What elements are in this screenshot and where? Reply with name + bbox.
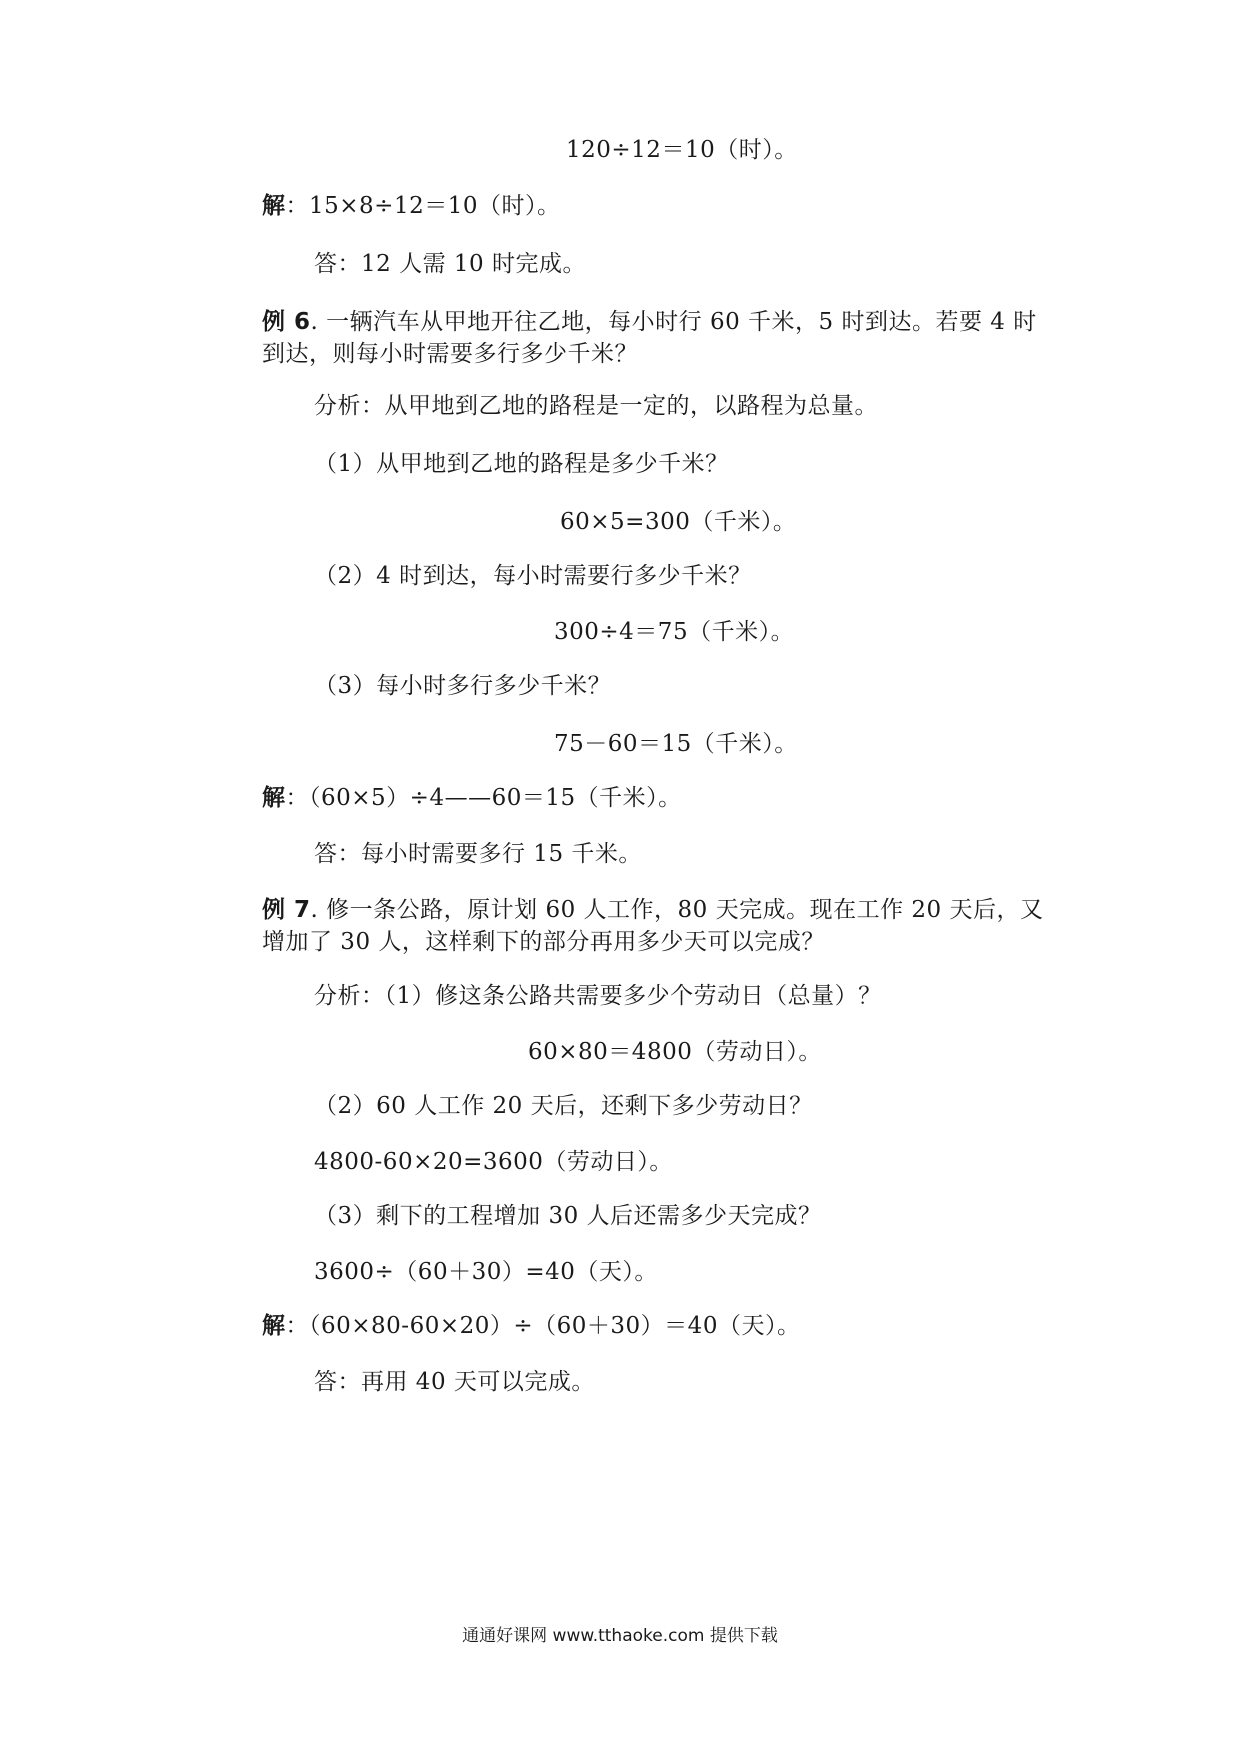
example-6-line-2: 到达，则每小时需要多行多少千米？: [262, 341, 638, 367]
example-6-label: 例 6: [262, 309, 311, 335]
example-6-line-1: [262, 306, 1037, 338]
answer-line: 答：每小时需要多行 15 千米。: [314, 841, 642, 867]
example-6-calc-1: 60×5=300（千米）。: [560, 509, 797, 535]
example-7-question-1: 分析：（1）修这条公路共需要多少个劳动日（总量）？: [314, 983, 882, 1009]
solution-line: [262, 1310, 800, 1342]
example-7-label: 例 7: [262, 897, 311, 923]
example-6-text-1: . 一辆汽车从甲地开往乙地，每小时行 60 千米，5 时到达。若要 4 时: [310, 309, 1037, 335]
example-7-question-2: （2）60 人工作 20 天后，还剩下多少劳动日？: [314, 1093, 813, 1119]
example-7-line-1: [262, 894, 1044, 926]
example-6-calc-3: 75－60＝15（千米）。: [554, 731, 798, 757]
example-7-calc-3: 3600÷（60＋30）=40（天）。: [314, 1259, 658, 1285]
calc-line: 120÷12＝10（时）。: [566, 137, 798, 163]
solution-text: ：（60×5）÷4——60＝15（千米）。: [285, 785, 682, 811]
solution-text: ：（60×80-60×20）÷（60＋30）＝40（天）。: [285, 1313, 801, 1339]
example-7-calc-1: 60×80＝4800（劳动日）。: [528, 1039, 822, 1065]
example-6-calc-2: 300÷4＝75（千米）。: [554, 619, 795, 645]
solution-line: [262, 190, 560, 222]
example-6-analysis: 分析：从甲地到乙地的路程是一定的，以路程为总量。: [314, 393, 878, 419]
answer-line: 答：12 人需 10 时完成。: [314, 251, 586, 277]
solution-line: [262, 782, 682, 814]
example-7-question-3: （3）剩下的工程增加 30 人后还需多少天完成？: [314, 1203, 822, 1229]
example-6-question-3: （3）每小时多行多少千米？: [314, 673, 612, 699]
example-6-question-1: （1）从甲地到乙地的路程是多少千米？: [314, 451, 729, 477]
example-6-question-2: （2）4 时到达，每小时需要行多少千米？: [314, 563, 752, 589]
solution-label: 解: [262, 1313, 286, 1339]
solution-label: 解: [262, 193, 286, 219]
example-7-calc-2: 4800-60×20=3600（劳动日）。: [314, 1149, 673, 1175]
answer-line: 答：再用 40 天可以完成。: [314, 1369, 595, 1395]
solution-text: ：15×8÷12＝10（时）。: [285, 193, 561, 219]
footer-text: 通通好课网 www.tthaoke.com 提供下载: [462, 1626, 778, 1646]
example-7-text-1: . 修一条公路，原计划 60 人工作，80 天完成。现在工作 20 天后，又: [310, 897, 1044, 923]
example-7-line-2: 增加了 30 人，这样剩下的部分再用多少天可以完成？: [262, 929, 825, 955]
solution-label: 解: [262, 785, 286, 811]
